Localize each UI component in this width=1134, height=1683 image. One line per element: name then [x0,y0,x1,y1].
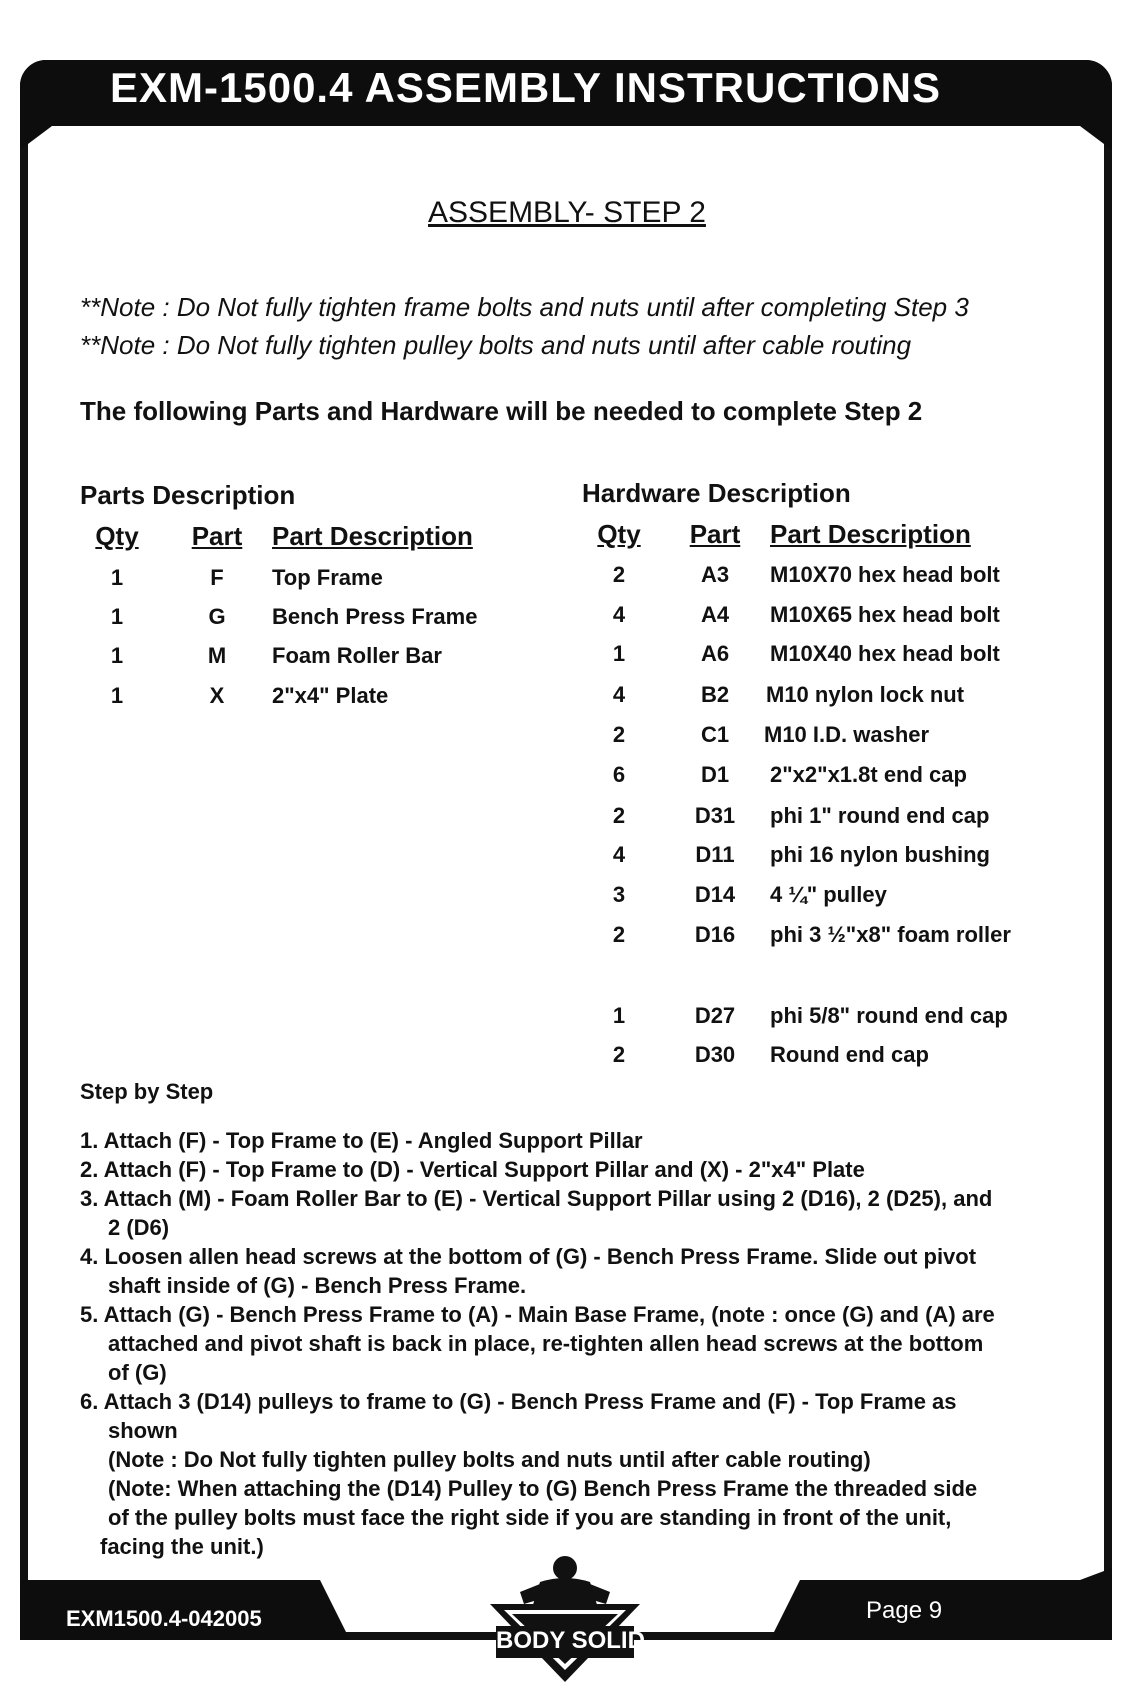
parts-row-qty: 1 [110,604,124,629]
step-item [80,1127,1090,1155]
hardware-row-qty: 1 [612,641,626,666]
step-line: of the pulley bolts must face the right side if you are standing in front of the unit, [108,1505,952,1530]
intro-text: The following Parts and Hardware will be needed to complete Step 2 [80,396,923,426]
step-line: (Note : Do Not fully tighten pulley bolts and nuts until after cable routing) [108,1447,871,1472]
step-item [80,1388,1090,1561]
hardware-row-qty: 2 [612,922,626,947]
parts-title: Parts Description [80,480,296,510]
hardware-row-part: D27 [694,1003,736,1028]
step-line: 1. Attach (F) - Top Frame to (E) - Angled Support Pillar [80,1128,643,1153]
step-item [80,1301,1090,1387]
parts-header-part: Part [191,521,243,551]
parts-row-qty: 1 [110,643,124,668]
step-line: 5. Attach (G) - Bench Press Frame to (A) - Main Base Frame, (note : once (G) and (A) are [80,1302,995,1327]
step-by-step-list [80,1127,1090,1562]
hardware-row-part: A6 [700,641,730,666]
footer-doc-code: EXM1500.4-042005 [66,1606,262,1631]
logo-wordmark: BODY SOLID [496,1627,645,1654]
step-line: of (G) [108,1360,167,1385]
hardware-row-part: B2 [700,682,730,707]
body-solid-logo-icon [490,1552,645,1682]
hardware-row-desc: phi 3 ½"x8" foam roller [770,922,1011,947]
step-line: shown [108,1418,178,1443]
hardware-row-qty: 2 [612,803,626,828]
hardware-row-qty: 1 [612,1003,626,1028]
hardware-row-desc: M10 nylon lock nut [766,682,965,707]
step-title: ASSEMBLY- STEP 2 [428,196,706,229]
step-by-step-title: Step by Step [80,1079,214,1104]
header-title: EXM-1500.4 ASSEMBLY INSTRUCTIONS [110,64,941,111]
parts-header-qty: Qty [95,521,139,551]
hardware-row-qty: 3 [612,882,626,907]
header-wedge [20,126,1112,150]
parts-row-desc: Top Frame [272,565,383,590]
step-line: facing the unit.) [100,1534,264,1559]
hardware-row-desc: phi 16 nylon bushing [770,842,990,867]
hardware-row-part: D11 [695,842,735,867]
step-line: shaft inside of (G) - Bench Press Frame. [108,1273,527,1298]
hardware-row-part: A3 [700,562,730,587]
hardware-row-part: D1 [700,762,730,787]
hardware-title: Hardware Description [582,478,851,508]
hardware-row-part: D31 [694,803,736,828]
hardware-row-qty: 2 [612,562,626,587]
parts-row-part: M [207,643,227,668]
hardware-row-desc: Round end cap [770,1042,929,1067]
hardware-row-desc: phi 5/8" round end cap [770,1003,1008,1028]
hardware-row-desc: 4 ¼" pulley [770,882,887,907]
step-item [80,1243,1090,1300]
hardware-row-desc: M10X65 hex head bolt [770,602,1000,627]
parts-row-qty: 1 [110,565,124,590]
step-line: 6. Attach 3 (D14) pulleys to frame to (G) - Bench Press Frame and (F) - Top Frame as [80,1389,957,1414]
step-line: attached and pivot shaft is back in place, re-tighten allen head screws at the bottom [108,1331,984,1356]
parts-row-desc: 2"x4" Plate [272,683,389,708]
hardware-row-qty: 4 [612,842,626,867]
hardware-row-part: D30 [694,1042,736,1067]
step-line: 3. Attach (M) - Foam Roller Bar to (E) - Vertical Support Pillar using 2 (D16), 2 (D25), and [80,1186,993,1211]
hardware-row-qty: 4 [612,682,626,707]
parts-row-desc: Foam Roller Bar [272,643,442,668]
note-frame-bolts: **Note : Do Not fully tighten frame bolts and nuts until after completing Step 3 [80,292,969,322]
hardware-row-qty: 4 [612,602,626,627]
hardware-header-desc: Part Description [770,519,971,549]
step-line: 2 (D6) [108,1215,170,1240]
note-pulley-bolts: **Note : Do Not fully tighten pulley bolts and nuts until after cable routing [80,330,912,360]
step-line: 2. Attach (F) - Top Frame to (D) - Vertical Support Pillar and (X) - 2"x4" Plate [80,1157,865,1182]
hardware-row-desc: M10X70 hex head bolt [770,562,1000,587]
parts-row-part: G [208,604,226,629]
parts-row-qty: 1 [110,683,124,708]
hardware-header-qty: Qty [597,519,641,549]
step-line: (Note: When attaching the (D14) Pulley to (G) Bench Press Frame the threaded side [108,1476,978,1501]
hardware-row-part: D16 [694,922,736,947]
hardware-row-desc: M10 I.D. washer [764,722,930,747]
parts-header-desc: Part Description [272,521,473,551]
hardware-header-part: Part [689,519,741,549]
footer-page-number: Page 9 [866,1597,943,1624]
parts-row-part: F [210,565,224,590]
parts-row-desc: Bench Press Frame [272,604,478,629]
hardware-row-qty: 2 [612,1042,626,1067]
hardware-row-part: C1 [700,722,730,747]
step-line: 4. Loosen allen head screws at the bottom of (G) - Bench Press Frame. Slide out pivot [80,1244,977,1269]
hardware-row-desc: 2"x2"x1.8t end cap [770,762,967,787]
hardware-row-desc: phi 1" round end cap [770,803,990,828]
hardware-row-qty: 6 [612,762,626,787]
hardware-row-desc: M10X40 hex head bolt [770,641,1000,666]
hardware-row-part: A4 [700,602,730,627]
parts-row-part: X [209,683,225,708]
hardware-row-qty: 2 [612,722,626,747]
hardware-row-part: D14 [694,882,736,907]
step-item [80,1185,1090,1242]
step-item [80,1156,1090,1184]
